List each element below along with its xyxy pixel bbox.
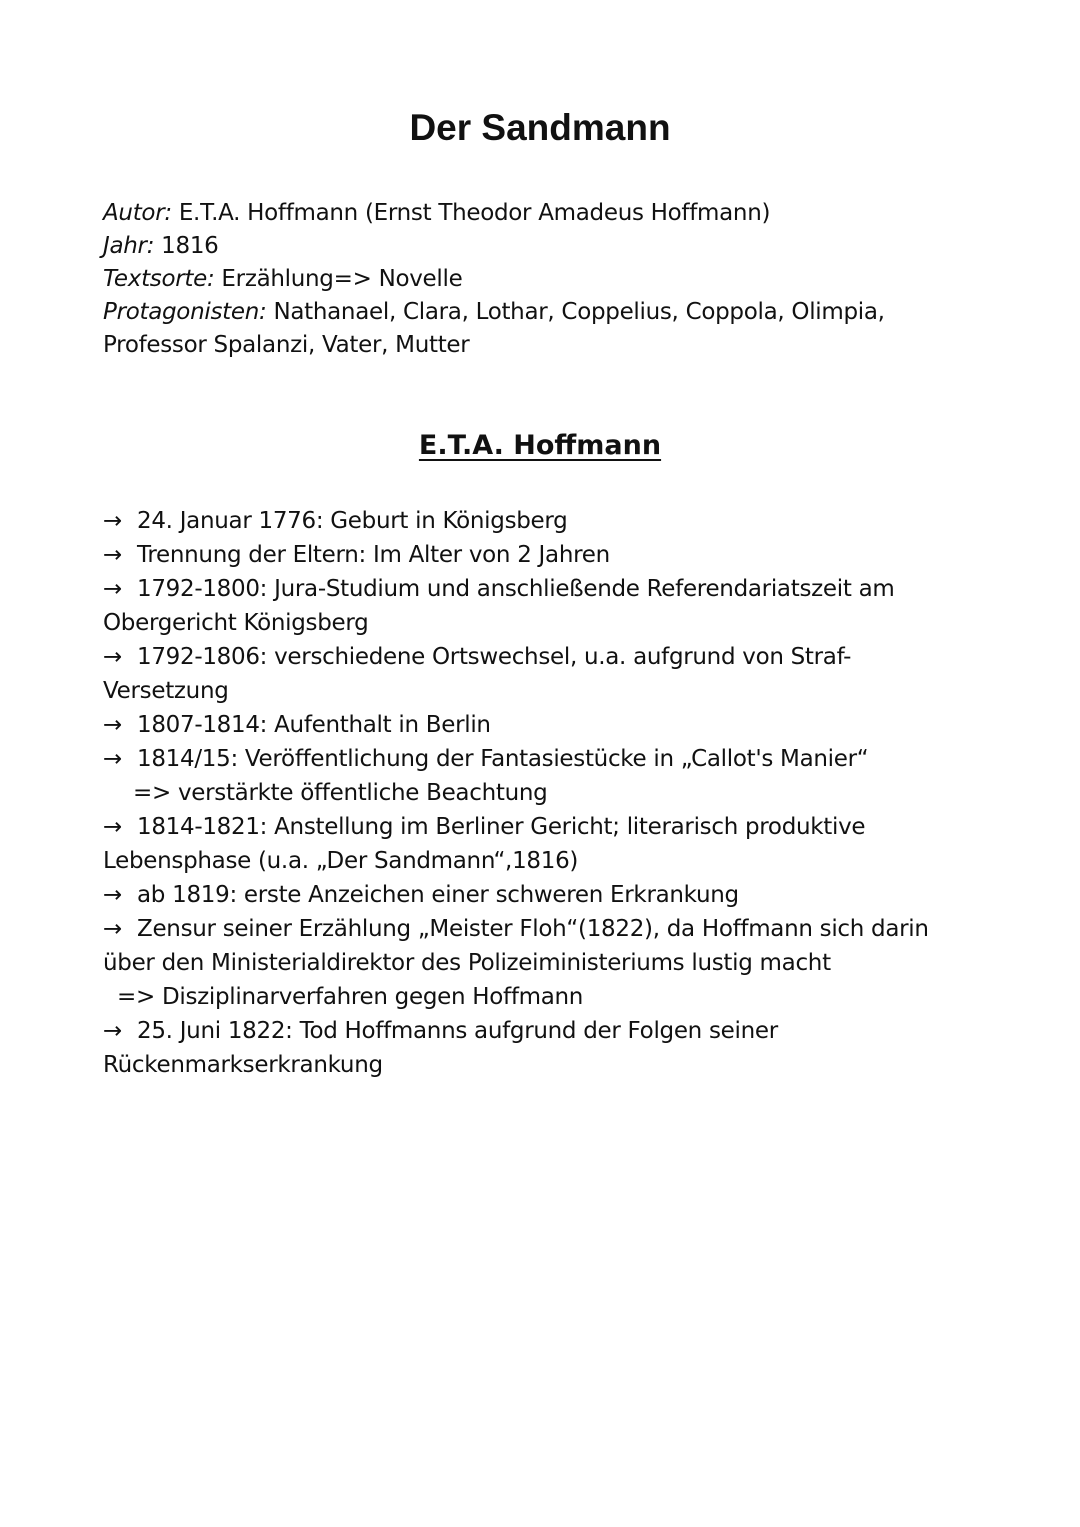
protagonists-continuation: Professor Spalanzi, Vater, Mutter [103, 332, 470, 358]
biography-timeline [103, 504, 1003, 1082]
timeline-text: 1814/15: Veröffentlichung der Fantasiestücke in „Callot's Manier“ [137, 746, 869, 772]
author-label: Autor: [103, 200, 172, 226]
year-value: 1816 [154, 233, 219, 259]
arrow-right-icon: → [103, 1018, 122, 1044]
arrow-right-icon: → [103, 916, 122, 942]
document-title: Der Sandmann [409, 107, 671, 148]
arrow-right-icon: → [103, 712, 122, 738]
timeline-continuation: über den Ministerialdirektor des Polizeiministeriums lustig macht [103, 950, 831, 976]
timeline-text: 24. Januar 1776: Geburt in Königsberg [137, 508, 568, 534]
text-type-value: Erzählung=> Novelle [214, 266, 463, 292]
timeline-continuation: => Disziplinarverfahren gegen Hoffmann [117, 984, 584, 1010]
section-title-text: E.T.A. Hoffmann [418, 430, 662, 461]
timeline-item [103, 538, 1003, 572]
protagonists-label: Protagonisten: [103, 299, 267, 325]
arrow-right-icon: → [103, 746, 122, 772]
timeline-item [103, 810, 1003, 844]
timeline-item [103, 912, 1003, 946]
timeline-text: ab 1819: erste Anzeichen einer schweren Erkrankung [137, 882, 739, 908]
author-row [103, 197, 983, 230]
arrow-right-icon: → [103, 542, 122, 568]
timeline-item [103, 504, 1003, 538]
timeline-continuation: Rückenmarkserkrankung [103, 1052, 383, 1078]
section-title [0, 428, 1080, 464]
timeline-text: Zensur seiner Erzählung „Meister Floh“(1822), da Hoffmann sich darin [137, 916, 929, 942]
arrow-right-icon: → [103, 508, 122, 534]
year-row [103, 230, 983, 263]
timeline-continuation: Lebensphase (u.a. „Der Sandmann“,1816) [103, 848, 579, 874]
timeline-text: 1807-1814: Aufenthalt in Berlin [137, 712, 491, 738]
timeline-item [103, 1014, 1003, 1048]
timeline-text: 1792-1800: Jura-Studium und anschließende Referendariatszeit am [137, 576, 895, 602]
arrow-right-icon: → [103, 882, 122, 908]
timeline-text: Trennung der Eltern: Im Alter von 2 Jahren [137, 542, 610, 568]
timeline-continuation: Versetzung [103, 678, 229, 704]
timeline-continuation: Obergericht Königsberg [103, 610, 369, 636]
timeline-item [103, 878, 1003, 912]
timeline-text: 25. Juni 1822: Tod Hoffmanns aufgrund der Folgen seiner [137, 1018, 778, 1044]
text-type-label: Textsorte: [103, 266, 215, 292]
protagonists-value: Nathanael, Clara, Lothar, Coppelius, Coppola, Olimpia, [266, 299, 885, 325]
timeline-item [103, 640, 1003, 674]
author-value: E.T.A. Hoffmann (Ernst Theodor Amadeus Hoffmann) [171, 200, 771, 226]
work-info [103, 197, 983, 362]
arrow-right-icon: → [103, 814, 122, 840]
text-type-row [103, 263, 983, 296]
timeline-item [103, 708, 1003, 742]
arrow-right-icon: → [103, 644, 122, 670]
timeline-text: 1792-1806: verschiedene Ortswechsel, u.a. aufgrund von Straf- [137, 644, 852, 670]
arrow-right-icon: → [103, 576, 122, 602]
timeline-text: 1814-1821: Anstellung im Berliner Gericht; literarisch produktive [137, 814, 866, 840]
year-label: Jahr: [103, 233, 155, 259]
timeline-continuation: => verstärkte öffentliche Beachtung [133, 780, 548, 806]
timeline-item [103, 742, 1003, 776]
protagonists-row [103, 296, 983, 329]
timeline-item [103, 572, 1003, 606]
